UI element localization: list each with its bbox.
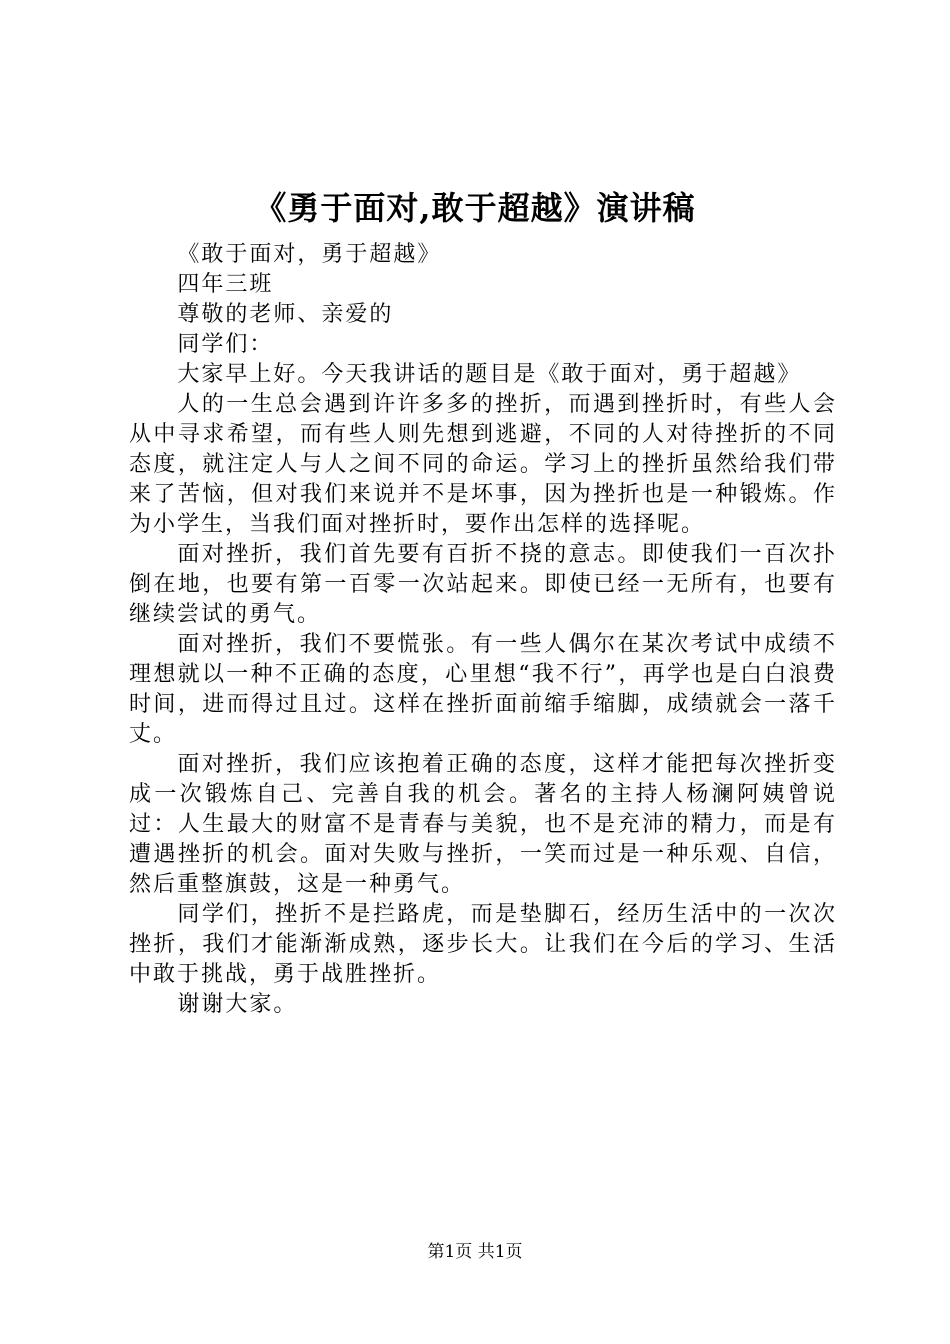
greeting-line-2: 同学们：: [177, 332, 274, 357]
closing-line: 谢谢大家。: [177, 992, 298, 1017]
paragraph-1: 人的一生总会遇到许许多多的挫折，而遇到挫折时，有些人会从中寻求希望，而有些人则先想到逃避，不同的人对待挫折的不同态度，就注定人与人之间不同的命运。学习上的挫折虽然给我们带来了苦恼，但对我们来说并不是坏事，因为挫折也是一种锻炼。作为小学生，当我们面对挫折时，要作出怎样的选择呢。: [129, 392, 837, 537]
class-line: 四年三班: [177, 272, 274, 297]
paragraph-4: 面对挫折，我们应该抱着正确的态度，这样才能把每次挫折变成一次锻炼自己、完善自我的机会。著名的主持人杨澜阿姨曾说过：人生最大的财富不是青春与美貌，也不是充沛的精力，而是有遭遇挫折的机会。面对失败与挫折，一笑而过是一种乐观、自信，然后重整旗鼓，这是一种勇气。: [129, 752, 837, 897]
paragraph-intro: 大家早上好。今天我讲话的题目是《敢于面对，勇于超越》: [177, 362, 802, 387]
document-body: [129, 240, 837, 1020]
paragraph-2: 面对挫折，我们首先要有百折不挠的意志。即使我们一百次扑倒在地，也要有第一百零一次站起来。即使已经一无所有，也要有继续尝试的勇气。: [129, 542, 837, 627]
speech-title-line: 《敢于面对，勇于超越》: [177, 242, 442, 267]
page-footer: 第1页 共1页: [427, 1242, 523, 1262]
greeting-line-1: 尊敬的老师、亲爱的: [177, 302, 394, 327]
document-title: 《勇于面对,敢于超越》演讲稿: [254, 189, 696, 227]
paragraph-5: 同学们，挫折不是拦路虎，而是垫脚石，经历生活中的一次次挫折，我们才能渐渐成熟，逐步长大。让我们在今后的学习、生活中敢于挑战，勇于战胜挫折。: [129, 902, 837, 987]
paragraph-3: 面对挫折，我们不要慌张。有一些人偶尔在某次考试中成绩不理想就以一种不正确的态度，心里想“我不行”，再学也是白白浪费时间，进而得过且过。这样在挫折面前缩手缩脚，成绩就会一落千丈。: [129, 632, 837, 747]
